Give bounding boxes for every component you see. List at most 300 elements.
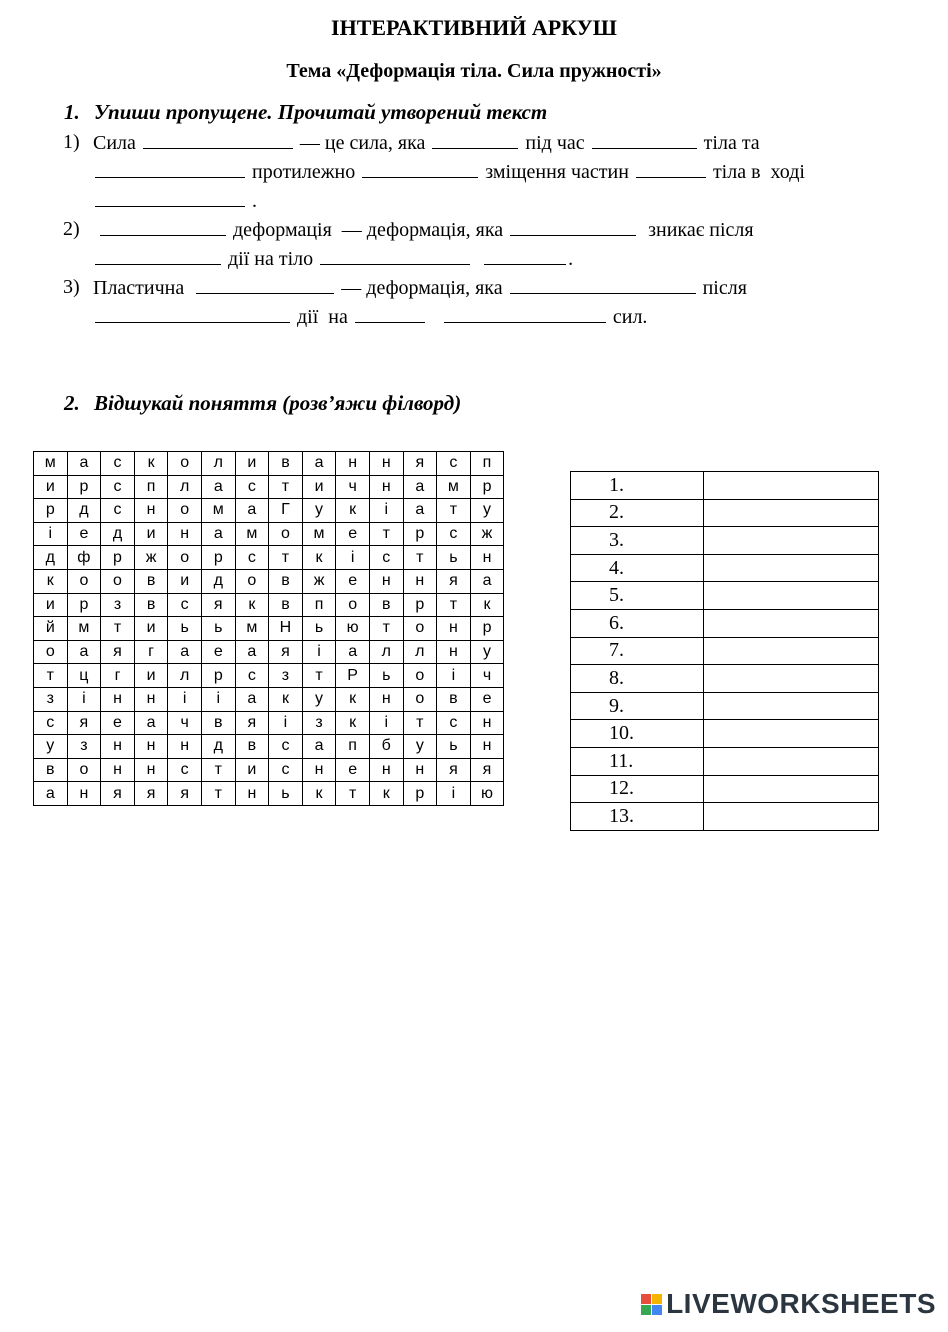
grid-letter-cell[interactable]: т <box>201 782 235 806</box>
grid-letter-cell[interactable]: п <box>470 452 504 476</box>
answer-input-cell[interactable] <box>704 692 879 720</box>
grid-letter-cell[interactable]: в <box>134 593 168 617</box>
grid-letter-cell[interactable]: н <box>235 782 269 806</box>
grid-letter-cell[interactable]: н <box>369 475 403 499</box>
grid-letter-cell[interactable]: н <box>470 546 504 570</box>
grid-letter-cell[interactable]: т <box>403 711 437 735</box>
task1-text-line <box>93 304 647 329</box>
grid-letter-cell[interactable]: с <box>269 735 303 759</box>
task1-text <box>472 248 482 270</box>
grid-letter-cell[interactable]: о <box>67 758 101 782</box>
grid-letter-cell[interactable]: в <box>134 569 168 593</box>
grid-letter-cell[interactable]: а <box>168 640 202 664</box>
grid-letter-cell[interactable]: н <box>403 758 437 782</box>
grid-letter-cell[interactable]: е <box>336 758 370 782</box>
grid-letter-cell[interactable]: н <box>101 758 135 782</box>
answer-number: 10. <box>571 720 704 748</box>
grid-letter-cell[interactable]: о <box>168 452 202 476</box>
grid-letter-cell[interactable]: н <box>134 499 168 523</box>
grid-letter-cell[interactable]: к <box>336 687 370 711</box>
task1-text-line <box>93 130 760 155</box>
grid-letter-cell[interactable]: с <box>101 452 135 476</box>
answer-row <box>571 554 879 582</box>
grid-letter-cell[interactable]: м <box>302 522 336 546</box>
fill-in-blank[interactable] <box>95 304 290 323</box>
grid-letter-cell[interactable]: а <box>67 452 101 476</box>
grid-letter-cell[interactable]: о <box>403 617 437 641</box>
task1-text: протилежно <box>247 161 361 183</box>
grid-letter-cell[interactable]: к <box>336 499 370 523</box>
grid-row <box>34 664 504 688</box>
grid-row <box>34 782 504 806</box>
grid-letter-cell[interactable]: ц <box>67 664 101 688</box>
task1-text <box>93 219 98 241</box>
grid-letter-cell[interactable]: е <box>336 569 370 593</box>
grid-letter-cell[interactable]: я <box>403 452 437 476</box>
answer-row <box>571 692 879 720</box>
grid-letter-cell[interactable]: і <box>369 711 403 735</box>
logo-icon <box>641 1294 662 1315</box>
grid-letter-cell[interactable]: у <box>470 640 504 664</box>
grid-letter-cell[interactable]: т <box>437 593 471 617</box>
grid-letter-cell[interactable]: я <box>437 758 471 782</box>
grid-letter-cell[interactable]: м <box>67 617 101 641</box>
grid-letter-cell[interactable]: с <box>235 664 269 688</box>
task1-text-line <box>93 217 754 242</box>
grid-letter-cell[interactable]: т <box>101 617 135 641</box>
grid-letter-cell[interactable]: ч <box>168 711 202 735</box>
answer-input-cell[interactable] <box>704 499 879 527</box>
grid-letter-cell[interactable]: т <box>201 758 235 782</box>
grid-letter-cell[interactable]: и <box>302 475 336 499</box>
grid-letter-cell[interactable]: н <box>134 758 168 782</box>
grid-letter-cell[interactable]: с <box>168 593 202 617</box>
fill-in-blank[interactable] <box>320 246 470 265</box>
answer-row <box>571 527 879 555</box>
grid-letter-cell[interactable]: а <box>34 782 68 806</box>
grid-letter-cell[interactable]: т <box>336 782 370 806</box>
task1-text-line <box>93 275 747 300</box>
grid-letter-cell[interactable]: д <box>101 522 135 546</box>
word-search-grid <box>33 451 504 806</box>
grid-letter-cell[interactable]: д <box>34 546 68 570</box>
answer-input-cell[interactable] <box>704 775 879 803</box>
grid-letter-cell[interactable]: о <box>403 687 437 711</box>
fill-in-blank[interactable] <box>484 246 566 265</box>
grid-letter-cell[interactable]: ь <box>437 735 471 759</box>
grid-letter-cell[interactable]: о <box>67 569 101 593</box>
grid-letter-cell[interactable]: а <box>336 640 370 664</box>
grid-letter-cell[interactable]: у <box>302 687 336 711</box>
grid-letter-cell[interactable]: р <box>403 522 437 546</box>
grid-letter-cell[interactable]: в <box>34 758 68 782</box>
grid-letter-cell[interactable]: я <box>269 640 303 664</box>
grid-letter-cell[interactable]: Г <box>269 499 303 523</box>
grid-row <box>34 640 504 664</box>
grid-letter-cell[interactable]: н <box>369 569 403 593</box>
grid-letter-cell[interactable]: л <box>201 452 235 476</box>
grid-letter-cell[interactable]: і <box>201 687 235 711</box>
grid-letter-cell[interactable]: у <box>403 735 437 759</box>
grid-letter-cell[interactable]: в <box>437 687 471 711</box>
fill-in-blank[interactable] <box>362 159 478 178</box>
answer-number: 2. <box>571 499 704 527</box>
grid-letter-cell[interactable]: з <box>101 593 135 617</box>
task1-text: — це сила, яка <box>294 132 431 154</box>
task1-text: після <box>697 277 747 299</box>
grid-row <box>34 735 504 759</box>
task1-text: . <box>568 248 574 270</box>
grid-letter-cell[interactable]: н <box>369 758 403 782</box>
task1-item-number: 3) <box>63 276 80 298</box>
grid-letter-cell[interactable]: а <box>403 475 437 499</box>
grid-letter-cell[interactable]: к <box>34 569 68 593</box>
task1-item-number: 1) <box>63 131 80 153</box>
grid-letter-cell[interactable]: к <box>369 782 403 806</box>
grid-letter-cell[interactable]: н <box>67 782 101 806</box>
grid-letter-cell[interactable]: р <box>201 546 235 570</box>
grid-letter-cell[interactable]: к <box>235 593 269 617</box>
grid-letter-cell[interactable]: о <box>235 569 269 593</box>
grid-letter-cell[interactable]: о <box>168 499 202 523</box>
answer-number: 12. <box>571 775 704 803</box>
grid-letter-cell[interactable]: а <box>67 640 101 664</box>
grid-letter-cell[interactable]: н <box>403 569 437 593</box>
grid-letter-cell[interactable]: ь <box>302 617 336 641</box>
grid-letter-cell[interactable]: я <box>101 640 135 664</box>
grid-letter-cell[interactable]: к <box>302 546 336 570</box>
grid-letter-cell[interactable]: а <box>201 475 235 499</box>
grid-letter-cell[interactable]: д <box>201 735 235 759</box>
grid-letter-cell[interactable]: і <box>336 546 370 570</box>
grid-letter-cell[interactable]: и <box>34 593 68 617</box>
grid-letter-cell[interactable]: ж <box>302 569 336 593</box>
answer-row <box>571 720 879 748</box>
grid-letter-cell[interactable]: н <box>101 735 135 759</box>
answer-number: 7. <box>571 637 704 665</box>
grid-letter-cell[interactable]: н <box>101 687 135 711</box>
grid-letter-cell[interactable]: и <box>168 569 202 593</box>
grid-letter-cell[interactable]: я <box>201 593 235 617</box>
grid-letter-cell[interactable]: ю <box>470 782 504 806</box>
grid-letter-cell[interactable]: а <box>235 687 269 711</box>
grid-letter-cell[interactable]: с <box>101 499 135 523</box>
task1-text: дії на тіло <box>223 248 319 270</box>
grid-letter-cell[interactable]: е <box>67 522 101 546</box>
grid-letter-cell[interactable]: і <box>437 664 471 688</box>
fill-in-blank[interactable] <box>95 188 245 207</box>
task1-text-line <box>93 246 573 271</box>
grid-letter-cell[interactable]: е <box>201 640 235 664</box>
grid-letter-cell[interactable]: і <box>302 640 336 664</box>
grid-letter-cell[interactable]: и <box>134 664 168 688</box>
task1-text: тіла в ході <box>707 161 805 183</box>
task1-text: під час <box>520 132 590 154</box>
task1-number: 1. <box>64 100 80 124</box>
grid-letter-cell[interactable]: о <box>168 546 202 570</box>
task1-text-line <box>93 159 805 184</box>
answer-row <box>571 665 879 693</box>
answer-row <box>571 775 879 803</box>
grid-letter-cell[interactable]: н <box>168 735 202 759</box>
task1-text: зміщення частин <box>480 161 634 183</box>
answer-input-cell[interactable] <box>704 747 879 775</box>
grid-letter-cell[interactable]: и <box>34 475 68 499</box>
grid-letter-cell[interactable]: с <box>437 452 471 476</box>
grid-letter-cell[interactable]: в <box>269 593 303 617</box>
grid-letter-cell[interactable]: у <box>302 499 336 523</box>
grid-letter-cell[interactable]: м <box>201 499 235 523</box>
grid-letter-cell[interactable]: т <box>269 546 303 570</box>
grid-letter-cell[interactable]: і <box>168 687 202 711</box>
answer-table <box>570 471 879 831</box>
task1-text: дії на <box>292 306 353 328</box>
grid-letter-cell[interactable]: а <box>134 711 168 735</box>
grid-letter-cell[interactable]: н <box>369 687 403 711</box>
grid-letter-cell[interactable]: я <box>134 782 168 806</box>
grid-letter-cell[interactable]: с <box>369 546 403 570</box>
grid-letter-cell[interactable]: п <box>134 475 168 499</box>
task2-number: 2. <box>64 391 80 415</box>
grid-letter-cell[interactable]: с <box>34 711 68 735</box>
grid-letter-cell[interactable]: я <box>101 782 135 806</box>
grid-letter-cell[interactable]: л <box>369 640 403 664</box>
task1-text <box>427 306 442 328</box>
grid-letter-cell[interactable]: к <box>134 452 168 476</box>
grid-letter-cell[interactable]: н <box>168 522 202 546</box>
grid-letter-cell[interactable]: р <box>67 593 101 617</box>
task1-text: . <box>247 190 257 212</box>
grid-letter-cell[interactable]: к <box>269 687 303 711</box>
answer-number: 11. <box>571 747 704 775</box>
worksheet-title: ІНТЕРАКТИВНИЙ АРКУШ <box>331 15 617 40</box>
answer-input-cell[interactable] <box>704 554 879 582</box>
grid-letter-cell[interactable]: р <box>403 782 437 806</box>
task1-text: — деформація, яка <box>336 277 508 299</box>
grid-letter-cell[interactable]: н <box>369 452 403 476</box>
grid-letter-cell[interactable]: с <box>437 711 471 735</box>
task1-text: Сила <box>93 132 141 154</box>
grid-letter-cell[interactable]: ь <box>201 617 235 641</box>
grid-letter-cell[interactable]: м <box>437 475 471 499</box>
fill-in-blank[interactable] <box>432 130 518 149</box>
grid-row <box>34 593 504 617</box>
grid-letter-cell[interactable]: м <box>235 522 269 546</box>
answer-input-cell[interactable] <box>704 582 879 610</box>
grid-letter-cell[interactable]: г <box>134 640 168 664</box>
grid-letter-cell[interactable]: я <box>470 758 504 782</box>
grid-letter-cell[interactable]: з <box>34 687 68 711</box>
answer-input-cell[interactable] <box>704 665 879 693</box>
fill-in-blank[interactable] <box>95 246 221 265</box>
grid-letter-cell[interactable]: и <box>134 522 168 546</box>
task2-heading-text: Відшукай поняття (розв’яжи філворд) <box>94 391 462 415</box>
grid-letter-cell[interactable]: о <box>34 640 68 664</box>
fill-in-blank[interactable] <box>95 159 245 178</box>
answer-input-cell[interactable] <box>704 720 879 748</box>
grid-letter-cell[interactable]: т <box>302 664 336 688</box>
grid-letter-cell[interactable]: а <box>470 569 504 593</box>
grid-letter-cell[interactable]: а <box>201 522 235 546</box>
task1-text: зникає після <box>638 219 754 241</box>
answer-input-cell[interactable] <box>704 609 879 637</box>
grid-letter-cell[interactable]: а <box>235 499 269 523</box>
grid-letter-cell[interactable]: я <box>437 569 471 593</box>
grid-letter-cell[interactable]: ю <box>336 617 370 641</box>
grid-letter-cell[interactable]: т <box>369 522 403 546</box>
grid-row <box>34 687 504 711</box>
grid-letter-cell[interactable]: з <box>302 711 336 735</box>
grid-letter-cell[interactable]: ф <box>67 546 101 570</box>
grid-letter-cell[interactable]: н <box>470 711 504 735</box>
grid-letter-cell[interactable]: м <box>235 617 269 641</box>
grid-row <box>34 711 504 735</box>
grid-letter-cell[interactable]: ь <box>437 546 471 570</box>
grid-letter-cell[interactable]: ь <box>168 617 202 641</box>
grid-letter-cell[interactable]: т <box>34 664 68 688</box>
answer-input-cell[interactable] <box>704 527 879 555</box>
grid-letter-cell[interactable]: ь <box>369 664 403 688</box>
grid-letter-cell[interactable]: к <box>470 593 504 617</box>
grid-letter-cell[interactable]: н <box>302 758 336 782</box>
grid-letter-cell[interactable]: к <box>302 782 336 806</box>
fill-in-blank[interactable] <box>510 275 696 294</box>
fill-in-blank[interactable] <box>444 304 606 323</box>
grid-letter-cell[interactable]: і <box>34 522 68 546</box>
grid-letter-cell[interactable]: т <box>269 475 303 499</box>
answer-row <box>571 747 879 775</box>
grid-letter-cell[interactable]: я <box>168 782 202 806</box>
grid-letter-cell[interactable]: в <box>235 735 269 759</box>
answer-input-cell[interactable] <box>704 803 879 831</box>
grid-letter-cell[interactable]: с <box>437 522 471 546</box>
grid-letter-cell[interactable]: і <box>437 782 471 806</box>
grid-letter-cell[interactable]: й <box>34 617 68 641</box>
grid-letter-cell[interactable]: к <box>336 711 370 735</box>
task1-heading-text: Упиши пропущене. Прочитай утворений текст <box>94 100 548 124</box>
grid-letter-cell[interactable]: д <box>67 499 101 523</box>
grid-letter-cell[interactable]: б <box>369 735 403 759</box>
grid-letter-cell[interactable]: ь <box>269 782 303 806</box>
grid-letter-cell[interactable]: с <box>269 758 303 782</box>
grid-letter-cell[interactable]: н <box>336 452 370 476</box>
task1-heading <box>64 100 547 125</box>
fill-in-blank[interactable] <box>196 275 334 294</box>
answer-row <box>571 472 879 500</box>
grid-letter-cell[interactable]: і <box>369 499 403 523</box>
grid-letter-cell[interactable]: у <box>34 735 68 759</box>
grid-letter-cell[interactable]: р <box>67 475 101 499</box>
grid-letter-cell[interactable]: л <box>168 664 202 688</box>
grid-letter-cell[interactable]: г <box>101 664 135 688</box>
grid-letter-cell[interactable]: е <box>101 711 135 735</box>
grid-letter-cell[interactable]: о <box>403 664 437 688</box>
grid-letter-cell[interactable]: в <box>369 593 403 617</box>
grid-letter-cell[interactable]: д <box>201 569 235 593</box>
grid-letter-cell[interactable]: р <box>403 593 437 617</box>
grid-letter-cell[interactable]: і <box>67 687 101 711</box>
grid-letter-cell[interactable]: е <box>470 687 504 711</box>
grid-letter-cell[interactable]: в <box>201 711 235 735</box>
grid-letter-cell[interactable]: ч <box>470 664 504 688</box>
grid-letter-cell[interactable]: з <box>67 735 101 759</box>
grid-letter-cell[interactable]: п <box>302 593 336 617</box>
grid-letter-cell[interactable]: з <box>269 664 303 688</box>
grid-letter-cell[interactable]: н <box>437 640 471 664</box>
grid-letter-cell[interactable]: с <box>235 475 269 499</box>
answer-input-cell[interactable] <box>704 472 879 500</box>
grid-letter-cell[interactable]: с <box>101 475 135 499</box>
grid-letter-cell[interactable]: а <box>403 499 437 523</box>
grid-letter-cell[interactable]: у <box>470 499 504 523</box>
grid-letter-cell[interactable]: п <box>336 735 370 759</box>
grid-letter-cell[interactable]: н <box>134 687 168 711</box>
answer-number: 9. <box>571 692 704 720</box>
grid-letter-cell[interactable]: т <box>437 499 471 523</box>
grid-letter-cell[interactable]: і <box>269 711 303 735</box>
grid-letter-cell[interactable]: е <box>336 522 370 546</box>
grid-letter-cell[interactable]: ж <box>134 546 168 570</box>
answer-number: 8. <box>571 665 704 693</box>
grid-letter-cell[interactable]: н <box>470 735 504 759</box>
grid-letter-cell[interactable]: в <box>269 569 303 593</box>
grid-letter-cell[interactable]: и <box>134 617 168 641</box>
grid-letter-cell[interactable]: а <box>235 640 269 664</box>
fill-in-blank[interactable] <box>355 304 425 323</box>
fill-in-blank[interactable] <box>636 159 706 178</box>
grid-letter-cell[interactable]: р <box>101 546 135 570</box>
grid-letter-cell[interactable]: я <box>67 711 101 735</box>
grid-letter-cell[interactable]: о <box>336 593 370 617</box>
fill-in-blank[interactable] <box>143 130 293 149</box>
grid-letter-cell[interactable]: и <box>235 452 269 476</box>
grid-letter-cell[interactable]: о <box>101 569 135 593</box>
grid-letter-cell[interactable]: Р <box>336 664 370 688</box>
fill-in-blank[interactable] <box>100 217 226 236</box>
grid-letter-cell[interactable]: ж <box>470 522 504 546</box>
grid-letter-cell[interactable]: л <box>168 475 202 499</box>
grid-letter-cell[interactable]: н <box>134 735 168 759</box>
grid-letter-cell[interactable]: я <box>235 711 269 735</box>
answer-number: 5. <box>571 582 704 610</box>
grid-letter-cell[interactable]: ч <box>336 475 370 499</box>
grid-letter-cell[interactable]: р <box>470 617 504 641</box>
grid-letter-cell[interactable]: р <box>34 499 68 523</box>
answer-number: 1. <box>571 472 704 500</box>
grid-letter-cell[interactable]: т <box>403 546 437 570</box>
grid-letter-cell[interactable]: и <box>235 758 269 782</box>
fill-in-blank[interactable] <box>510 217 636 236</box>
grid-letter-cell[interactable]: а <box>302 452 336 476</box>
answer-input-cell[interactable] <box>704 637 879 665</box>
answer-row <box>571 803 879 831</box>
grid-letter-cell[interactable]: с <box>168 758 202 782</box>
grid-letter-cell[interactable]: в <box>269 452 303 476</box>
grid-letter-cell[interactable]: Н <box>269 617 303 641</box>
grid-letter-cell[interactable]: т <box>369 617 403 641</box>
grid-letter-cell[interactable]: с <box>235 546 269 570</box>
grid-letter-cell[interactable]: о <box>269 522 303 546</box>
grid-letter-cell[interactable]: л <box>403 640 437 664</box>
grid-letter-cell[interactable]: м <box>34 452 68 476</box>
grid-letter-cell[interactable]: а <box>302 735 336 759</box>
grid-letter-cell[interactable]: н <box>437 617 471 641</box>
fill-in-blank[interactable] <box>592 130 697 149</box>
task1-text: деформація — деформація, яка <box>228 219 509 241</box>
grid-letter-cell[interactable]: р <box>201 664 235 688</box>
answer-row <box>571 582 879 610</box>
grid-letter-cell[interactable]: р <box>470 475 504 499</box>
